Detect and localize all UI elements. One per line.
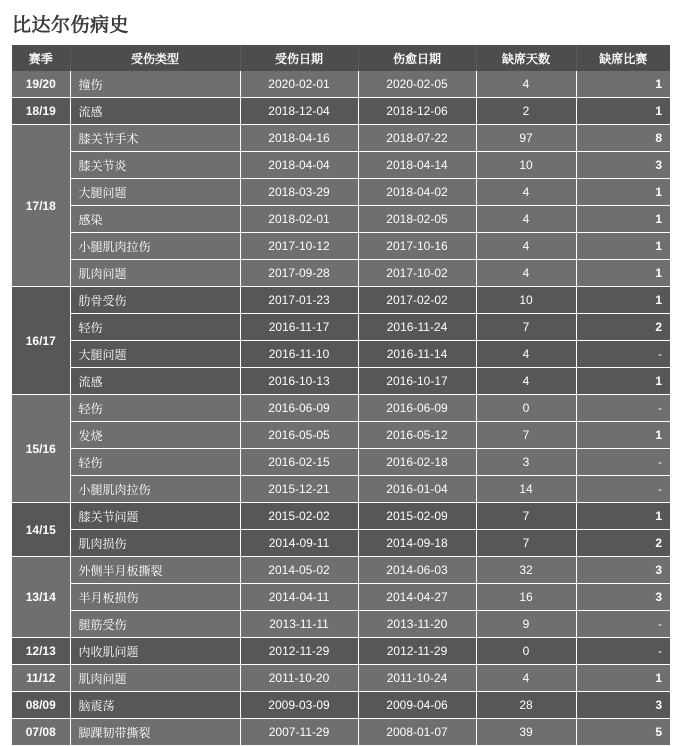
cell-games-missed: 1 (576, 368, 670, 395)
table-row (12, 530, 670, 557)
table-row (12, 692, 670, 719)
cell-injury-date: 2014-05-02 (240, 557, 358, 584)
cell-games-missed: 1 (576, 179, 670, 206)
page-title: 比达尔伤病史 (12, 15, 130, 36)
cell-injury-type: 感染 (70, 206, 240, 233)
table-row (12, 152, 670, 179)
cell-games-missed: - (576, 449, 670, 476)
cell-injury-type: 大腿问题 (70, 179, 240, 206)
table-row (12, 125, 670, 152)
cell-games-missed: 1 (576, 503, 670, 530)
cell-injury-type: 膝关节问题 (70, 503, 240, 530)
cell-season: 16/17 (12, 287, 70, 395)
cell-recovery-date: 2016-11-24 (358, 314, 476, 341)
cell-games-missed: 3 (576, 557, 670, 584)
cell-injury-type: 内收肌问题 (70, 638, 240, 665)
cell-injury-type: 小腿肌肉拉伤 (70, 476, 240, 503)
cell-injury-date: 2014-04-11 (240, 584, 358, 611)
cell-recovery-date: 2014-04-27 (358, 584, 476, 611)
cell-injury-type: 轻伤 (70, 395, 240, 422)
cell-injury-date: 2009-03-09 (240, 692, 358, 719)
table-row (12, 206, 670, 233)
cell-recovery-date: 2008-01-07 (358, 719, 476, 746)
cell-days-missed: 4 (476, 179, 576, 206)
cell-games-missed: 8 (576, 125, 670, 152)
cell-injury-date: 2011-10-20 (240, 665, 358, 692)
cell-days-missed: 4 (476, 206, 576, 233)
cell-games-missed: 5 (576, 719, 670, 746)
table-header-row (12, 45, 670, 71)
cell-season: 07/08 (12, 719, 70, 746)
cell-injury-date: 2016-02-15 (240, 449, 358, 476)
cell-games-missed: 2 (576, 314, 670, 341)
cell-games-missed: 3 (576, 584, 670, 611)
cell-days-missed: 4 (476, 368, 576, 395)
table-row (12, 719, 670, 746)
cell-injury-date: 2016-05-05 (240, 422, 358, 449)
table-row (12, 233, 670, 260)
column-header-injury-type: 受伤类型 (70, 45, 240, 71)
cell-injury-type: 腿筋受伤 (70, 611, 240, 638)
cell-days-missed: 14 (476, 476, 576, 503)
cell-recovery-date: 2016-11-14 (358, 341, 476, 368)
cell-days-missed: 9 (476, 611, 576, 638)
injury-history-table (12, 45, 670, 746)
cell-days-missed: 4 (476, 71, 576, 98)
cell-days-missed: 7 (476, 503, 576, 530)
table-row (12, 503, 670, 530)
cell-injury-date: 2016-06-09 (240, 395, 358, 422)
cell-injury-date: 2018-02-01 (240, 206, 358, 233)
cell-recovery-date: 2017-10-16 (358, 233, 476, 260)
cell-season: 08/09 (12, 692, 70, 719)
cell-games-missed: 2 (576, 530, 670, 557)
cell-recovery-date: 2018-04-02 (358, 179, 476, 206)
cell-injury-type: 流感 (70, 368, 240, 395)
cell-recovery-date: 2015-02-09 (358, 503, 476, 530)
cell-recovery-date: 2009-04-06 (358, 692, 476, 719)
cell-days-missed: 97 (476, 125, 576, 152)
cell-games-missed: 3 (576, 692, 670, 719)
cell-injury-date: 2007-11-29 (240, 719, 358, 746)
cell-injury-type: 流感 (70, 98, 240, 125)
cell-injury-type: 半月板损伤 (70, 584, 240, 611)
cell-games-missed: 1 (576, 260, 670, 287)
cell-days-missed: 39 (476, 719, 576, 746)
cell-injury-type: 肌肉损伤 (70, 530, 240, 557)
cell-games-missed: 1 (576, 287, 670, 314)
cell-injury-date: 2018-03-29 (240, 179, 358, 206)
table-row (12, 476, 670, 503)
cell-injury-date: 2018-04-16 (240, 125, 358, 152)
cell-injury-type: 大腿问题 (70, 341, 240, 368)
cell-season: 19/20 (12, 71, 70, 98)
cell-recovery-date: 2018-02-05 (358, 206, 476, 233)
cell-injury-type: 撞伤 (70, 71, 240, 98)
cell-days-missed: 7 (476, 314, 576, 341)
cell-games-missed: - (576, 476, 670, 503)
column-header-season: 赛季 (12, 45, 70, 71)
cell-recovery-date: 2017-10-02 (358, 260, 476, 287)
table-row (12, 422, 670, 449)
table-row (12, 665, 670, 692)
cell-games-missed: 3 (576, 152, 670, 179)
cell-recovery-date: 2016-06-09 (358, 395, 476, 422)
cell-injury-type: 发烧 (70, 422, 240, 449)
cell-injury-type: 脚踝韧带撕裂 (70, 719, 240, 746)
cell-injury-type: 肌肉问题 (70, 665, 240, 692)
table-row (12, 611, 670, 638)
cell-injury-type: 肋骨受伤 (70, 287, 240, 314)
cell-injury-type: 轻伤 (70, 449, 240, 476)
cell-recovery-date: 2016-05-12 (358, 422, 476, 449)
table-row (12, 638, 670, 665)
column-header-games-missed: 缺席比赛 (576, 45, 670, 71)
cell-injury-type: 膝关节手术 (70, 125, 240, 152)
cell-season: 17/18 (12, 125, 70, 287)
cell-games-missed: - (576, 341, 670, 368)
cell-injury-date: 2018-04-04 (240, 152, 358, 179)
cell-recovery-date: 2014-06-03 (358, 557, 476, 584)
cell-injury-type: 小腿肌肉拉伤 (70, 233, 240, 260)
table-row (12, 71, 670, 98)
cell-days-missed: 16 (476, 584, 576, 611)
cell-days-missed: 4 (476, 260, 576, 287)
column-header-days-missed: 缺席天数 (476, 45, 576, 71)
cell-season: 13/14 (12, 557, 70, 638)
cell-recovery-date: 2012-11-29 (358, 638, 476, 665)
cell-injury-type: 肌肉问题 (70, 260, 240, 287)
cell-injury-type: 外侧半月板撕裂 (70, 557, 240, 584)
cell-season: 18/19 (12, 98, 70, 125)
column-header-injury-date: 受伤日期 (240, 45, 358, 71)
cell-recovery-date: 2016-01-04 (358, 476, 476, 503)
cell-injury-type: 脑震荡 (70, 692, 240, 719)
cell-season: 14/15 (12, 503, 70, 557)
cell-games-missed: 1 (576, 98, 670, 125)
cell-days-missed: 3 (476, 449, 576, 476)
cell-injury-type: 膝关节炎 (70, 152, 240, 179)
cell-days-missed: 10 (476, 287, 576, 314)
cell-injury-date: 2014-09-11 (240, 530, 358, 557)
cell-recovery-date: 2017-02-02 (358, 287, 476, 314)
cell-injury-type: 轻伤 (70, 314, 240, 341)
table-row (12, 287, 670, 314)
table-row (12, 557, 670, 584)
cell-recovery-date: 2018-04-14 (358, 152, 476, 179)
cell-recovery-date: 2016-10-17 (358, 368, 476, 395)
table-row (12, 368, 670, 395)
cell-injury-date: 2015-02-02 (240, 503, 358, 530)
cell-days-missed: 28 (476, 692, 576, 719)
cell-games-missed: 1 (576, 422, 670, 449)
cell-injury-date: 2017-09-28 (240, 260, 358, 287)
cell-recovery-date: 2013-11-20 (358, 611, 476, 638)
cell-recovery-date: 2011-10-24 (358, 665, 476, 692)
table-row (12, 98, 670, 125)
cell-days-missed: 32 (476, 557, 576, 584)
cell-season: 15/16 (12, 395, 70, 503)
cell-days-missed: 10 (476, 152, 576, 179)
cell-games-missed: 1 (576, 71, 670, 98)
cell-recovery-date: 2014-09-18 (358, 530, 476, 557)
cell-recovery-date: 2018-12-06 (358, 98, 476, 125)
column-header-recovery-date: 伤愈日期 (358, 45, 476, 71)
table-body (12, 71, 670, 746)
cell-days-missed: 0 (476, 638, 576, 665)
cell-days-missed: 7 (476, 422, 576, 449)
table-row (12, 395, 670, 422)
cell-days-missed: 4 (476, 341, 576, 368)
table-header (12, 45, 670, 71)
cell-injury-date: 2016-11-10 (240, 341, 358, 368)
table-row (12, 314, 670, 341)
cell-injury-date: 2013-11-11 (240, 611, 358, 638)
cell-injury-date: 2012-11-29 (240, 638, 358, 665)
cell-days-missed: 7 (476, 530, 576, 557)
cell-injury-date: 2018-12-04 (240, 98, 358, 125)
cell-season: 12/13 (12, 638, 70, 665)
table-row (12, 179, 670, 206)
table-row (12, 341, 670, 368)
cell-days-missed: 4 (476, 665, 576, 692)
table-row (12, 449, 670, 476)
cell-games-missed: 1 (576, 206, 670, 233)
cell-injury-date: 2015-12-21 (240, 476, 358, 503)
cell-injury-date: 2020-02-01 (240, 71, 358, 98)
cell-recovery-date: 2018-07-22 (358, 125, 476, 152)
cell-injury-date: 2016-10-13 (240, 368, 358, 395)
table-row (12, 260, 670, 287)
cell-games-missed: - (576, 611, 670, 638)
cell-recovery-date: 2020-02-05 (358, 71, 476, 98)
cell-injury-date: 2017-10-12 (240, 233, 358, 260)
cell-games-missed: 1 (576, 665, 670, 692)
table-row (12, 584, 670, 611)
cell-injury-date: 2016-11-17 (240, 314, 358, 341)
cell-games-missed: 1 (576, 233, 670, 260)
cell-days-missed: 0 (476, 395, 576, 422)
cell-days-missed: 4 (476, 233, 576, 260)
cell-games-missed: - (576, 395, 670, 422)
cell-games-missed: - (576, 638, 670, 665)
cell-recovery-date: 2016-02-18 (358, 449, 476, 476)
cell-season: 11/12 (12, 665, 70, 692)
cell-injury-date: 2017-01-23 (240, 287, 358, 314)
cell-days-missed: 2 (476, 98, 576, 125)
